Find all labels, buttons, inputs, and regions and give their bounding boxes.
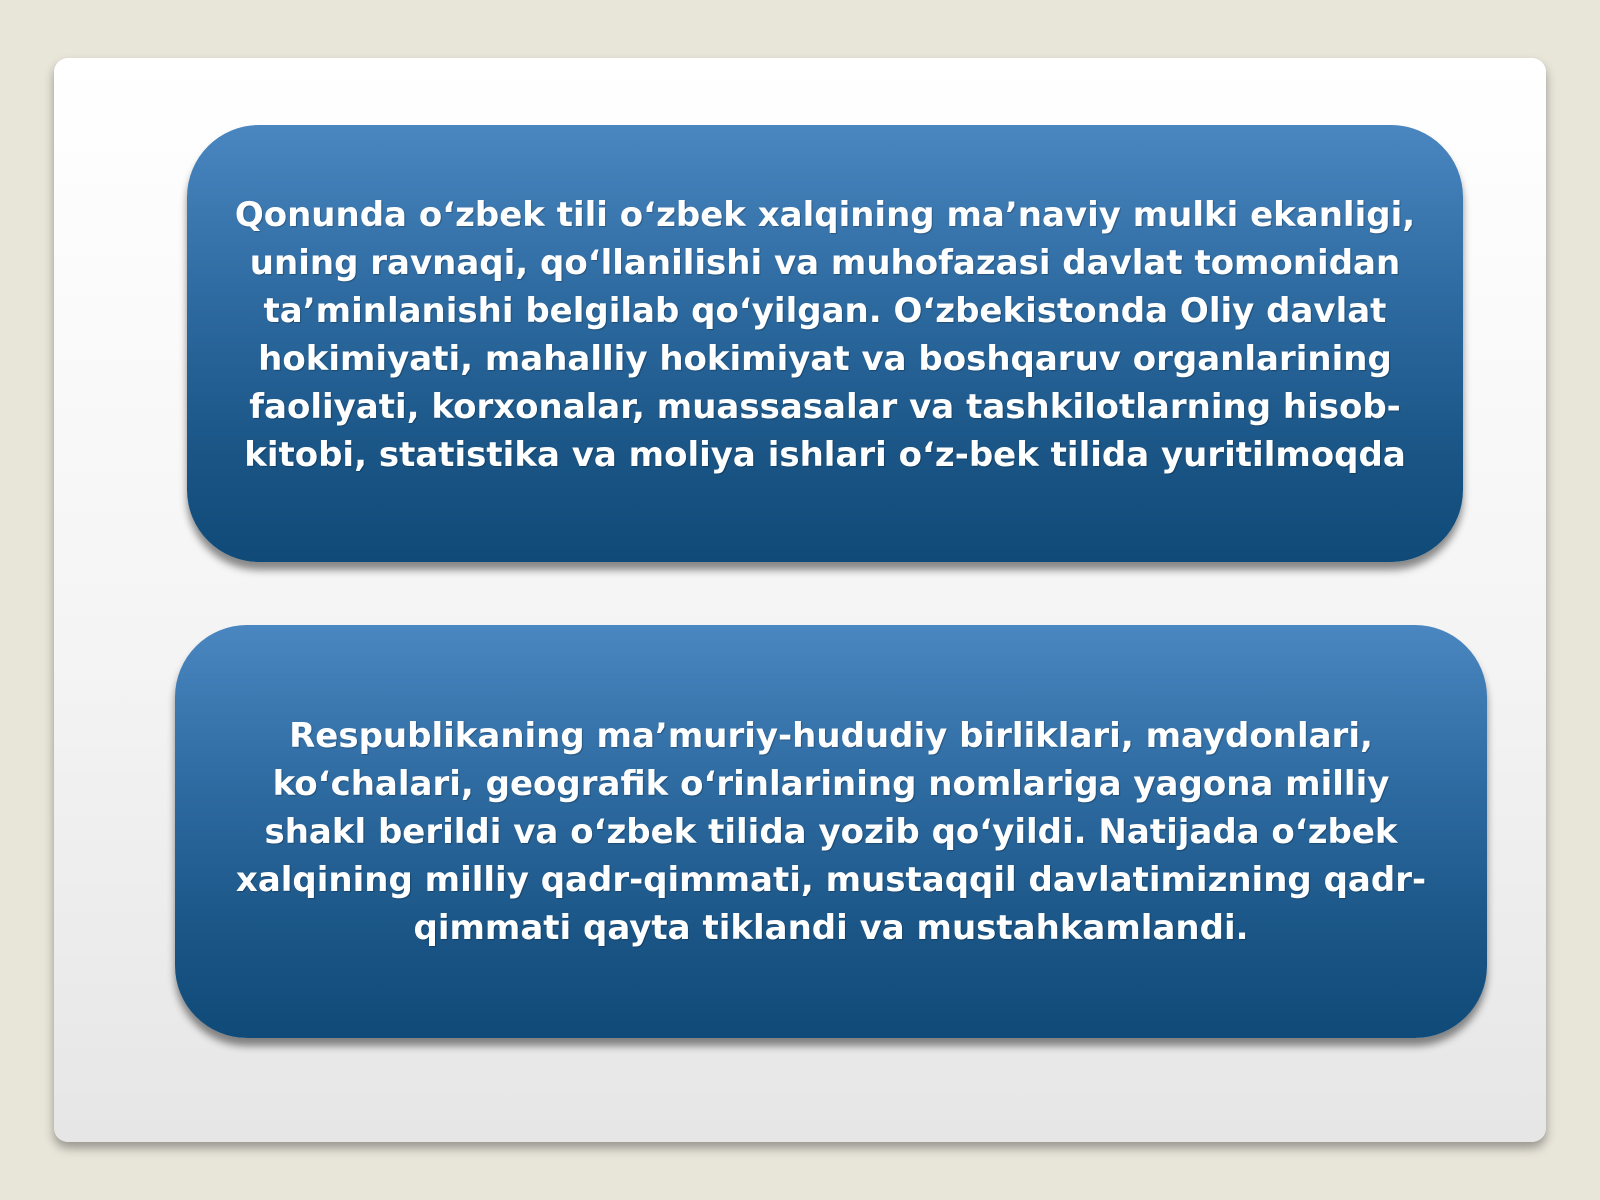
text-box-names — [175, 625, 1487, 1038]
text-box-names-text: Respublikaning ma’muriy-hududiy birliklari, maydonlari, ko‘chalari, geografik o‘rinlarining nomlariga yagona milliy shakl berildi va o‘zbek tilida yozib qo‘yildi. Natijada o‘zbek xalqining milliy qadr-qimmati, mustaqqil davlatimizning qadr-qimmati qayta tiklandi va mustahkamlandi. — [235, 715, 1427, 948]
text-box-law — [187, 125, 1463, 562]
text-box-law-text: Qonunda o‘zbek tili o‘zbek xalqining ma’naviy mulki ekanligi, uning ravnaqi, qo‘llanilishi va muhofazasi davlat tomonidan ta’minlanishi belgilab qo‘yilgan. O‘zbekistonda Oliy davlat hokimiyati, mahalliy hokimiyat va boshqaruv organlarining faoliyati, korxonalar, muassasalar va tashkilotlarning hisob-kitobi, statistika va moliya ishlari o‘z-bek tilida yuritilmoqda — [234, 194, 1416, 475]
